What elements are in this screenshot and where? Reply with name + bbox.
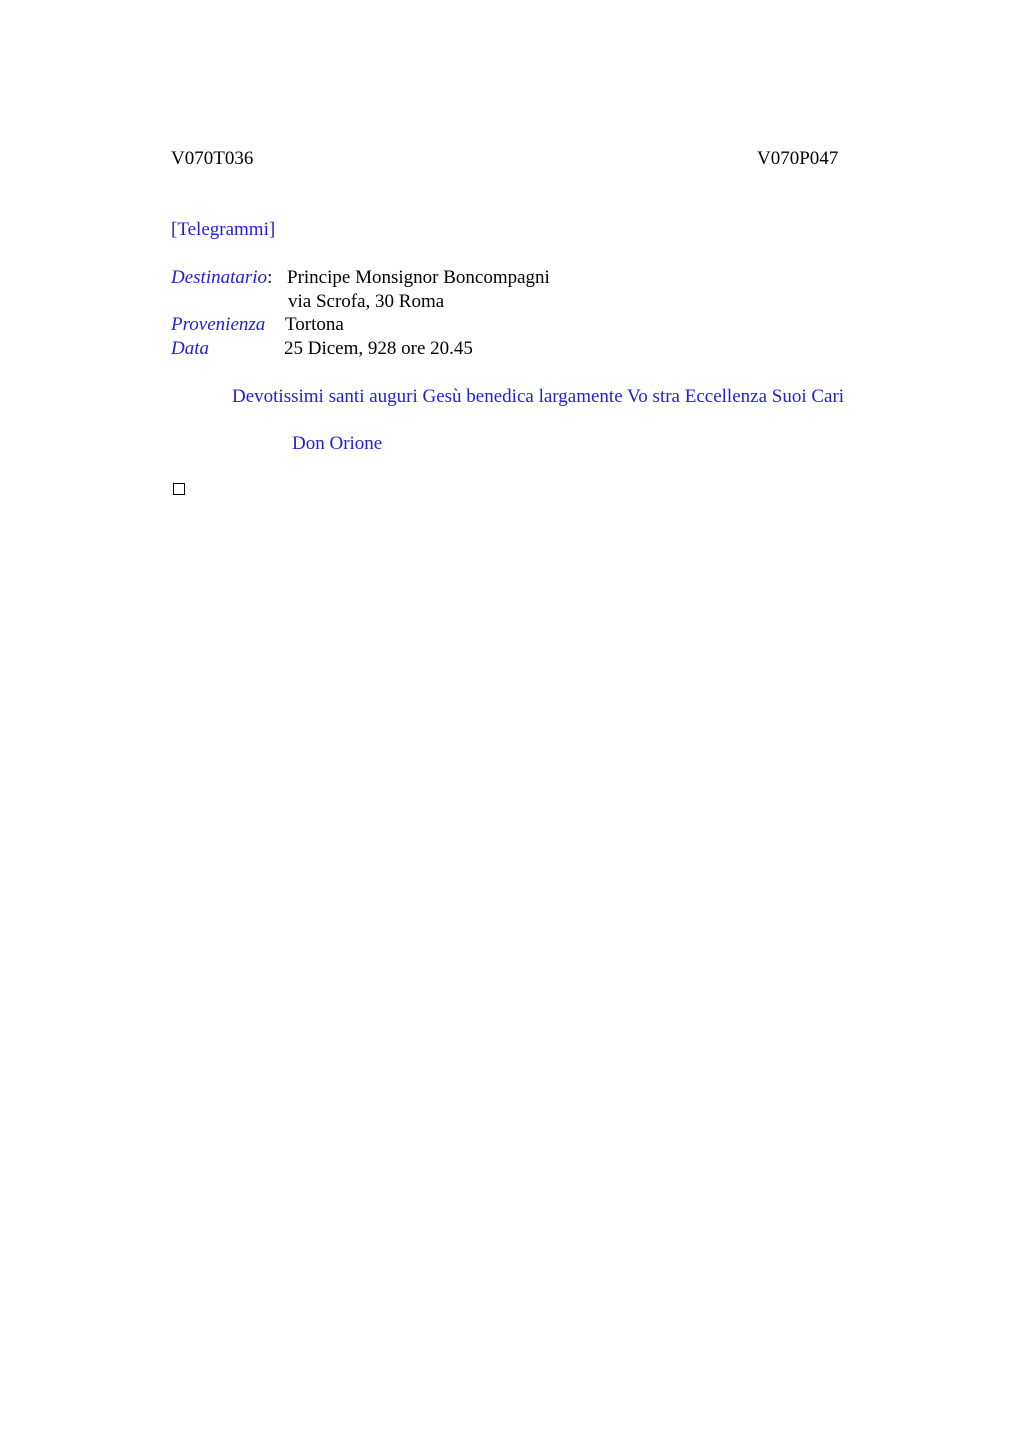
checkbox-icon: [173, 483, 185, 495]
recipient-line-1: Principe Monsignor Boncompagni: [287, 267, 550, 288]
recipient-line-2: via Scrofa, 30 Roma: [288, 291, 445, 312]
date-value: 25 Dicem, 928 ore 20.45: [284, 338, 473, 359]
signature: Don Orione: [292, 433, 383, 454]
date-label: Data: [171, 338, 209, 359]
recipient-colon: :: [267, 267, 273, 288]
origin-value: Tortona: [285, 314, 344, 335]
recipient-label: Destinatario: [171, 267, 268, 288]
origin-label: Provenienza: [171, 314, 266, 335]
section-title: [Telegrammi]: [171, 219, 276, 240]
document-code-right: V070P047: [757, 148, 839, 169]
document-code-left: V070T036: [171, 148, 254, 169]
telegram-message: Devotissimi santi auguri Gesù benedica largamente Vo stra Eccellenza Suoi Cari: [232, 386, 845, 407]
recipient-row: [171, 268, 272, 287]
